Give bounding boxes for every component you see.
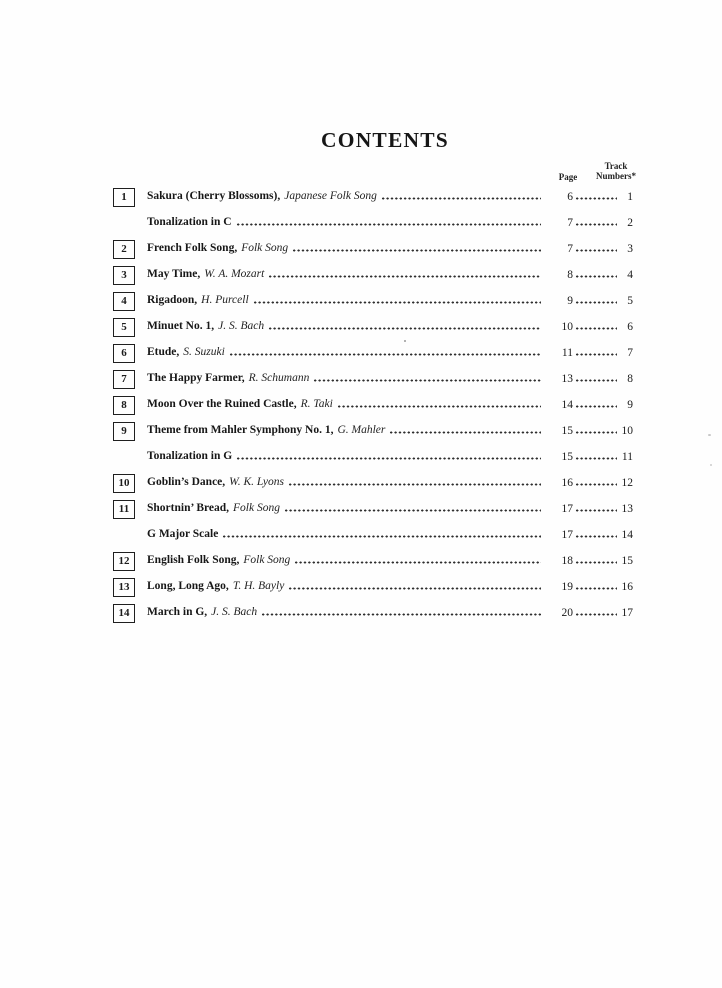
scan-speckle: [708, 434, 711, 436]
entry-composer: Folk Song: [241, 242, 289, 254]
entry-title-cell: [147, 450, 543, 464]
entry-page-number: 13: [561, 373, 573, 385]
dot-leader: [575, 242, 617, 252]
entry-track-number: 16: [621, 581, 633, 593]
entry-number-box: [113, 474, 135, 493]
track-column-header-line2: Numbers*: [596, 171, 636, 181]
toc-entry-row: [113, 392, 633, 418]
toc-entry-row: [113, 184, 633, 210]
dot-leader: [575, 554, 617, 564]
entry-composer: Folk Song: [243, 554, 291, 566]
dot-leader: [294, 554, 541, 564]
entry-title: Shortnin’ Bread,: [147, 502, 230, 514]
entry-number: 2: [121, 243, 127, 255]
entry-title-cell: [147, 554, 543, 568]
entry-number-cell: [113, 474, 147, 493]
track-column-header-line1: Track: [604, 161, 628, 171]
toc-entry-row: [113, 366, 633, 392]
entry-title-cell: [147, 372, 543, 386]
entry-title-cell: [147, 190, 543, 204]
entry-page-number: 16: [561, 477, 573, 489]
entry-track-number: 3: [627, 243, 633, 255]
entry-composer: Folk Song: [233, 502, 280, 514]
entry-track-number: 15: [621, 555, 633, 567]
entry-page-number: 18: [561, 555, 573, 567]
entry-composer: G. Mahler: [337, 424, 386, 436]
entry-title: Tonalization in G: [147, 450, 233, 462]
entry-number-cell: [113, 604, 147, 623]
entry-title: Minuet No. 1,: [147, 320, 215, 332]
dot-leader: [236, 216, 541, 226]
dot-leader: [261, 606, 541, 616]
entry-composer: R. Schumann: [248, 372, 310, 384]
entry-number: 12: [118, 555, 130, 567]
entry-title-cell: [147, 502, 543, 516]
entry-number-box: [113, 500, 135, 519]
column-headers: [113, 160, 636, 184]
entry-title: Long, Long Ago,: [147, 580, 229, 592]
dot-leader: [313, 372, 541, 382]
entry-number-box: [113, 396, 135, 415]
entry-number: 3: [121, 269, 127, 281]
dot-leader: [389, 424, 541, 434]
dot-leader: [229, 346, 541, 356]
entry-track-number: 7: [627, 347, 633, 359]
entry-title-cell: [147, 398, 543, 412]
dot-leader: [575, 190, 617, 200]
entry-number-cell: [113, 526, 147, 545]
toc-entry-row: [113, 340, 633, 366]
entry-page-number: 15: [561, 425, 573, 437]
entry-title-cell: [147, 242, 543, 256]
toc-entry-row: [113, 522, 633, 548]
entry-number-box: [113, 552, 135, 571]
dot-leader: [575, 580, 617, 590]
toc-entry-row: [113, 444, 633, 470]
entry-track-number: 4: [627, 269, 633, 281]
entry-track-number: 14: [621, 529, 633, 541]
entry-title-cell: [147, 216, 543, 230]
entry-number-cell: [113, 188, 147, 207]
entry-page-number: 7: [567, 243, 573, 255]
dot-leader: [292, 242, 541, 252]
entry-composer: T. H. Bayly: [232, 580, 285, 592]
entry-number-cell: [113, 266, 147, 285]
dot-leader: [575, 502, 617, 512]
entry-title: Tonalization in C: [147, 216, 232, 228]
entry-number-cell: [113, 448, 147, 467]
entry-composer: H. Purcell: [201, 294, 249, 306]
dot-leader: [575, 398, 617, 408]
dot-leader: [575, 268, 617, 278]
entry-number-cell: [113, 240, 147, 259]
dot-leader: [575, 528, 617, 538]
entry-page-number: 17: [561, 529, 573, 541]
entry-track-number: 9: [627, 399, 633, 411]
dot-leader: [575, 216, 617, 226]
entry-page-number: 7: [567, 217, 573, 229]
dot-leader: [222, 528, 541, 538]
entry-track-number: 8: [627, 373, 633, 385]
entry-number-box: [113, 292, 135, 311]
entry-number-cell: [113, 578, 147, 597]
entry-page-number: 15: [561, 451, 573, 463]
entry-number-cell: [113, 396, 147, 415]
entry-number: 8: [121, 399, 127, 411]
entry-page-number: 17: [561, 503, 573, 515]
dot-leader: [575, 346, 617, 356]
entry-number-cell: [113, 370, 147, 389]
entry-track-number: 10: [621, 425, 633, 437]
dot-leader: [253, 294, 541, 304]
entry-track-number: 5: [627, 295, 633, 307]
entry-page-number: 19: [561, 581, 573, 593]
entry-title-cell: [147, 528, 543, 542]
entry-number-box: [113, 422, 135, 441]
entry-page-number: 14: [561, 399, 573, 411]
dot-leader: [575, 372, 617, 382]
toc-list: [113, 184, 633, 626]
entry-track-number: 13: [621, 503, 633, 515]
entry-number-box: [113, 266, 135, 285]
entry-number: 14: [118, 607, 130, 619]
entry-page-number: 11: [561, 347, 573, 359]
entry-track-number: 12: [621, 477, 633, 489]
dot-leader: [575, 476, 617, 486]
entry-track-number: 2: [627, 217, 633, 229]
entry-number-cell: [113, 500, 147, 519]
entry-track-number: 6: [627, 321, 633, 333]
toc-entry-row: [113, 262, 633, 288]
entry-title: Rigadoon,: [147, 294, 198, 306]
page-column-header: Page: [558, 172, 578, 182]
entry-track-number: 11: [621, 451, 633, 463]
entry-number-box: [113, 318, 135, 337]
entry-title-cell: [147, 476, 543, 490]
entry-title-cell: [147, 580, 543, 594]
entry-title-cell: [147, 268, 543, 282]
entry-number-cell: [113, 292, 147, 311]
entry-title-cell: [147, 294, 543, 308]
dot-leader: [288, 476, 541, 486]
dot-leader: [284, 502, 541, 512]
scan-speckle: [404, 340, 406, 342]
toc-entry-row: [113, 314, 633, 340]
toc-entry-row: [113, 574, 633, 600]
entry-number: 6: [121, 347, 127, 359]
entry-number-box: [113, 188, 135, 207]
page-title: CONTENTS: [321, 128, 449, 152]
entry-number: 11: [118, 503, 130, 515]
entry-composer: J. S. Bach: [218, 320, 265, 332]
track-column-header: [595, 161, 637, 181]
entry-number-box: [113, 604, 135, 623]
entry-title: G Major Scale: [147, 528, 219, 540]
entry-title: Theme from Mahler Symphony No. 1,: [147, 424, 334, 436]
toc-entry-row: [113, 496, 633, 522]
dot-leader: [268, 320, 541, 330]
entry-number-cell: [113, 214, 147, 233]
dot-leader: [575, 320, 617, 330]
entry-number-cell: [113, 422, 147, 441]
entry-number-box: [113, 344, 135, 363]
entry-title: French Folk Song,: [147, 242, 238, 254]
dot-leader: [268, 268, 541, 278]
entry-page-number: 6: [567, 191, 573, 203]
toc-entry-row: [113, 288, 633, 314]
toc-entry-row: [113, 236, 633, 262]
entry-composer: S. Suzuki: [183, 346, 225, 358]
dot-leader: [337, 398, 541, 408]
toc-entry-row: [113, 470, 633, 496]
dot-leader: [575, 606, 617, 616]
entry-title: Goblin’s Dance,: [147, 476, 226, 488]
entry-title-cell: [147, 606, 543, 620]
entry-number: 5: [121, 321, 127, 333]
entry-title: Sakura (Cherry Blossoms),: [147, 190, 281, 202]
entry-page-number: 9: [567, 295, 573, 307]
entry-track-number: 17: [621, 607, 633, 619]
entry-number-box: [113, 578, 135, 597]
entry-title: Etude,: [147, 346, 180, 358]
entry-title-cell: [147, 346, 543, 360]
entry-composer: W. A. Mozart: [204, 268, 265, 280]
entry-number: 9: [121, 425, 127, 437]
toc-entry-row: [113, 548, 633, 574]
entry-number-cell: [113, 552, 147, 571]
entry-page-number: 20: [561, 607, 573, 619]
entry-title: March in G,: [147, 606, 208, 618]
entry-page-number: 10: [561, 321, 573, 333]
dot-leader: [381, 190, 541, 200]
entry-number-cell: [113, 344, 147, 363]
scan-speckle: [710, 464, 712, 466]
entry-title: The Happy Farmer,: [147, 372, 245, 384]
entry-number-box: [113, 240, 135, 259]
entry-page-number: 8: [567, 269, 573, 281]
toc-entry-row: [113, 600, 633, 626]
entry-number: 1: [121, 191, 127, 203]
dot-leader: [575, 294, 617, 304]
entry-title: Moon Over the Ruined Castle,: [147, 398, 297, 410]
entry-track-number: 1: [627, 191, 633, 203]
dot-leader: [236, 450, 541, 460]
entry-composer: J. S. Bach: [211, 606, 258, 618]
entry-composer: R. Taki: [300, 398, 333, 410]
dot-leader: [575, 424, 617, 434]
dot-leader: [575, 450, 617, 460]
entry-number: 10: [118, 477, 130, 489]
entry-title-cell: [147, 320, 543, 334]
entry-title: May Time,: [147, 268, 201, 280]
entry-composer: W. K. Lyons: [229, 476, 284, 488]
dot-leader: [288, 580, 541, 590]
entry-title-cell: [147, 424, 543, 438]
entry-number: 7: [121, 373, 127, 385]
toc-entry-row: [113, 210, 633, 236]
entry-number-cell: [113, 318, 147, 337]
entry-number: 13: [118, 581, 130, 593]
entry-number: 4: [121, 295, 127, 307]
entry-number-box: [113, 370, 135, 389]
entry-title: English Folk Song,: [147, 554, 240, 566]
toc-entry-row: [113, 418, 633, 444]
entry-composer: Japanese Folk Song: [284, 190, 377, 202]
